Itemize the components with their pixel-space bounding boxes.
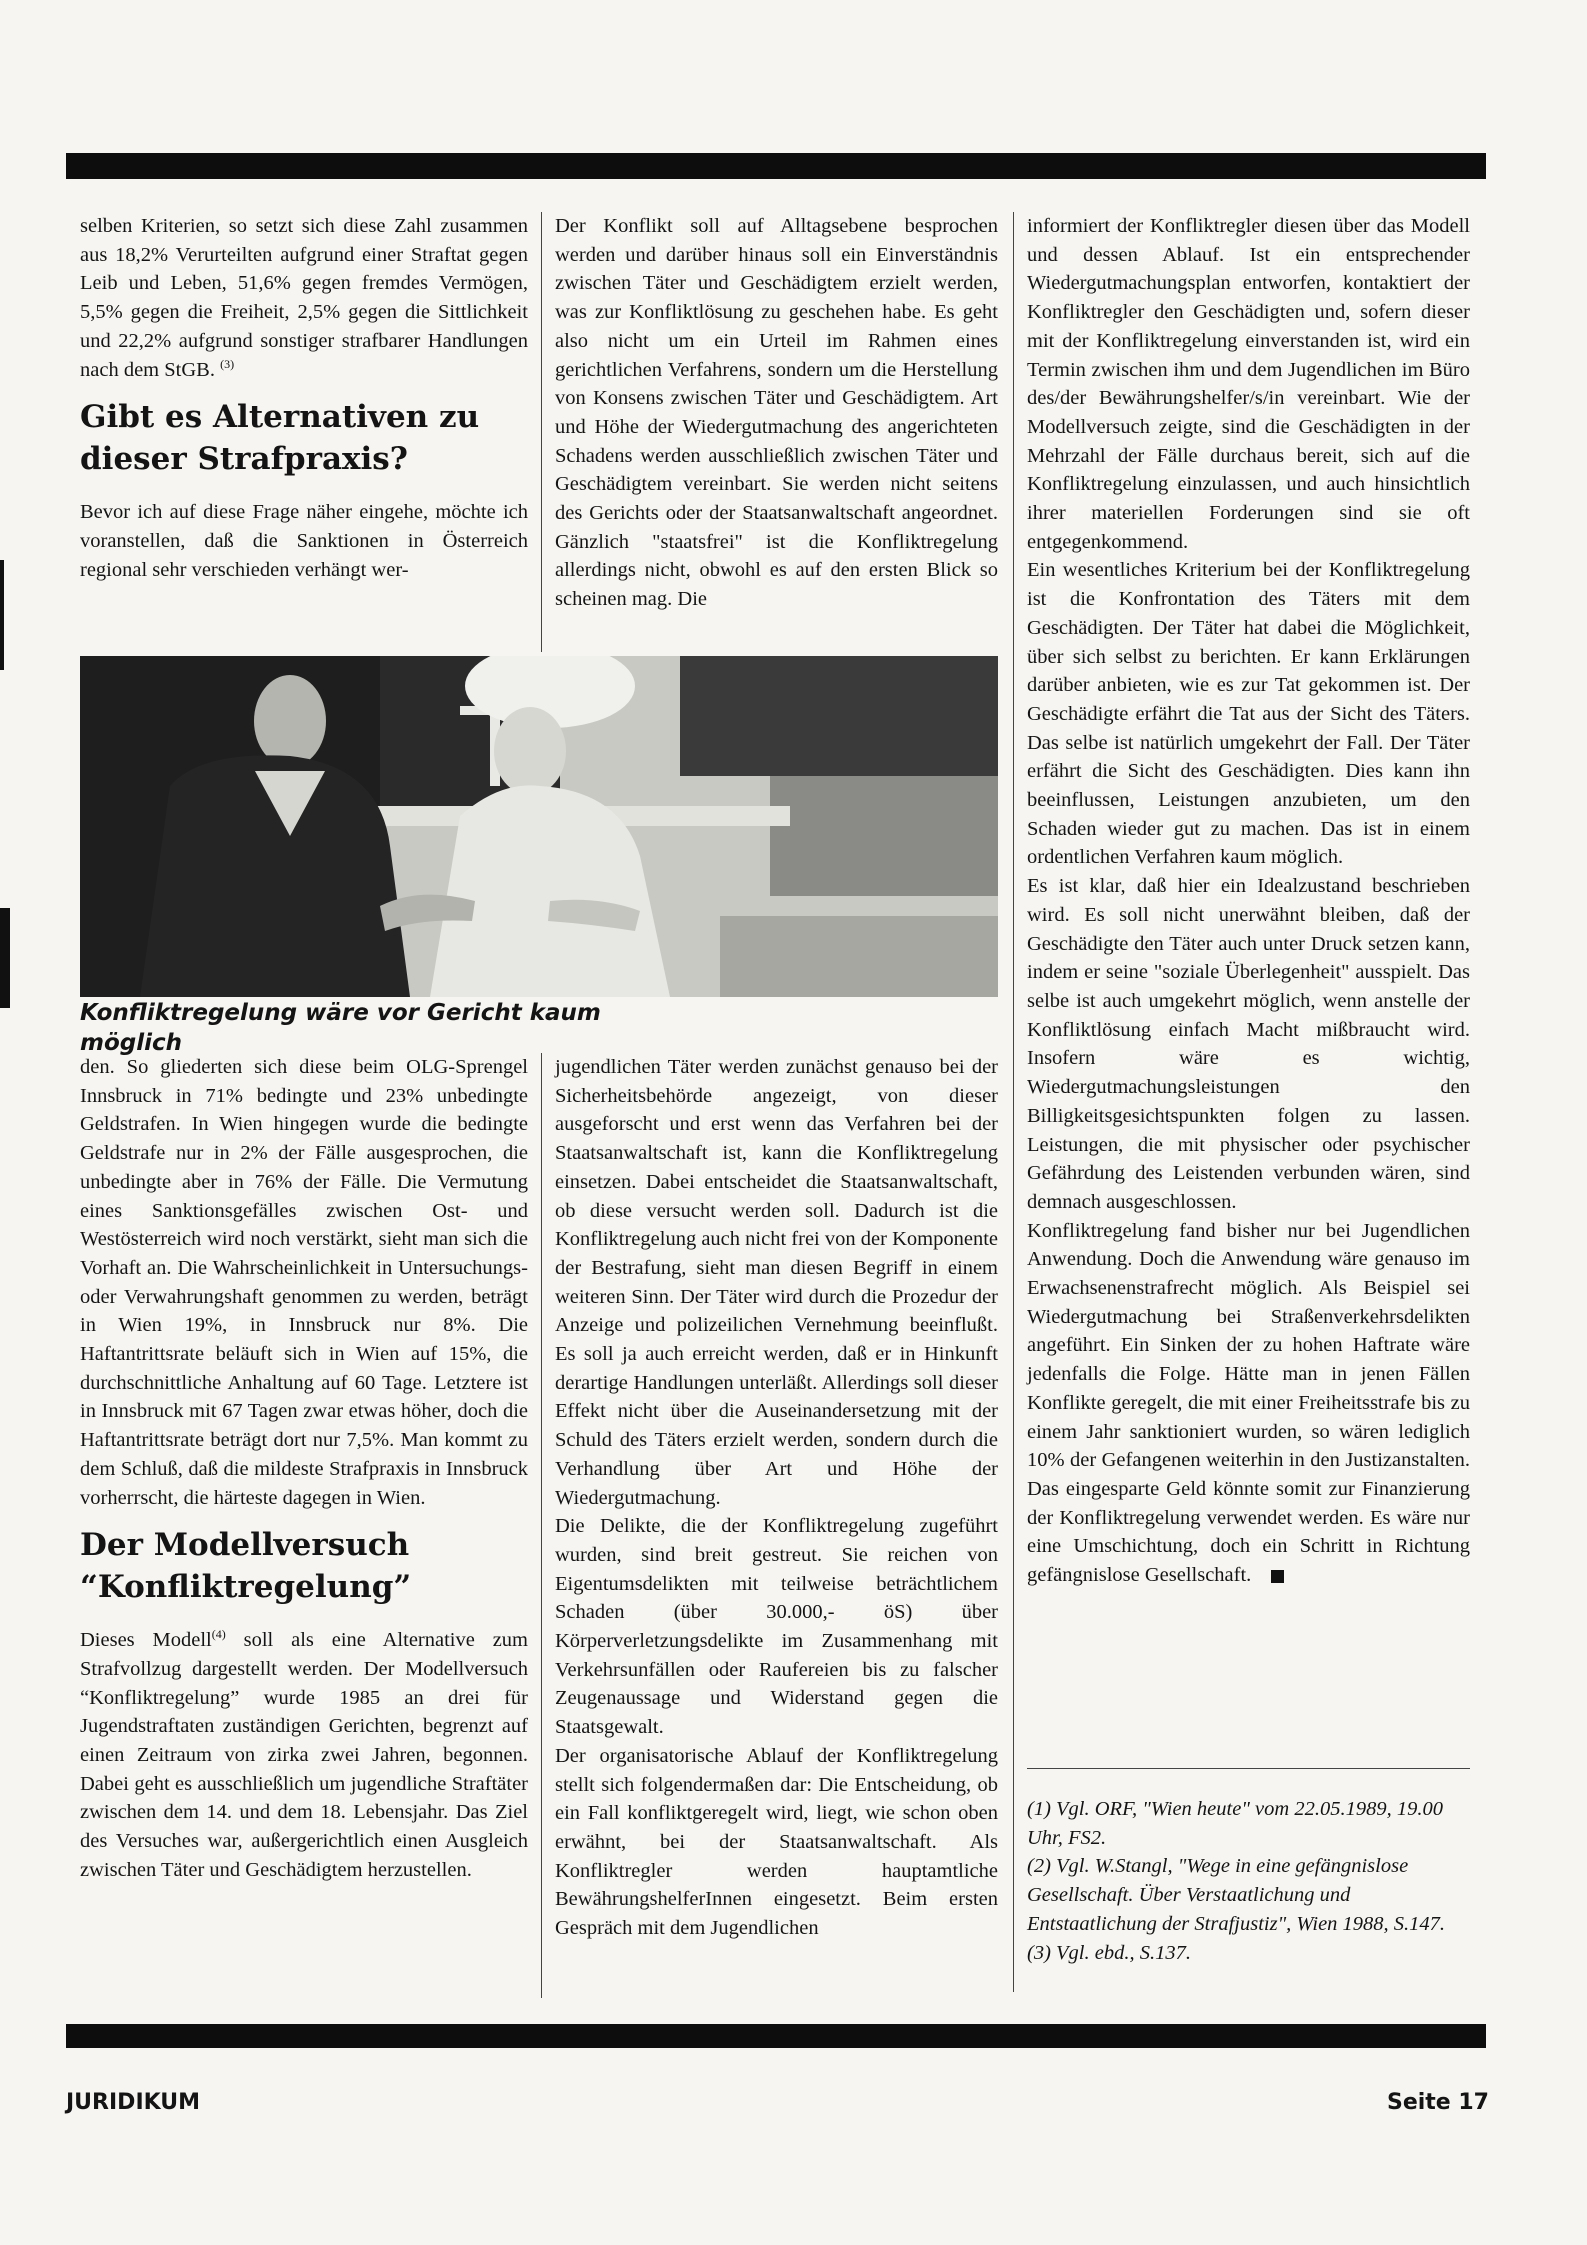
- column-divider: [541, 212, 542, 652]
- article-photo: [80, 656, 998, 997]
- column-divider: [541, 1053, 542, 1998]
- column-divider: [1013, 212, 1014, 1992]
- paragraph: Die Delikte, die der Konfliktregelung zugeführt wurden, sind breit gestreut. Sie reichen von Eigentumsdelikten mit teilweise beträchtlichem Schaden (über 30.000,- öS) über Körperverletzungsdelikte im Zusammenhang mit Verkehrsunfällen oder Raufereien bis zu falscher Zeugenaussage und Widerstand gegen die Staatsgewalt.: [555, 1515, 998, 1739]
- paragraph: [80, 212, 528, 384]
- paragraph: den. So gliederten sich diese beim OLG-Sprengel Innsbruck in 71% bedingte und 23% unbedingte Geldstrafen. In Wien hingegen wurde die bedingte Geldstrafe nur in 2% der Fälle ausgesprochen, die unbedingte aber in 76% der Fälle. Die Vermutung eines Sanktionsgefälles zwischen Ost- und Westösterreich wird noch verstärkt, sieht man sich die Vorhaft an. Die Wahrscheinlichkeit in Untersuchungs- oder Verwahrungshaft genommen zu werden, beträgt in Wien 19%, in Innsbruck nur 8%. Die Haftantrittsrate beläuft sich in Wien auf 15%, die durchschnittliche Anhaltung auf 60 Tage. Letztere ist in Innsbruck mit 67 Tagen zwar etwas höher, doch die Haftantrittsrate beträgt dort nur 7,5%. Man kommt zu dem Schluß, daß die mildeste Strafpraxis in Innsbruck vorherrscht, die härteste dagegen in Wien.: [80, 1056, 528, 1509]
- paragraph: informiert der Konfliktregler diesen über das Modell und dessen Ablauf. Ist ein entsprechender Wiedergutmachungsplan entworfen, kontaktiert der Konfliktregler den Geschädigten und, sofern dieser mit der Konfliktregelung einverstanden ist, wird ein Termin zwischen ihm und dem Jugendlichen im Büro des/der Bewährungshelfer/s/in vereinbart. Wie der Modellversuch zeigte, sind die Geschädigten in der Mehrzahl der Fälle durchaus bereit, sich auf die Konfliktregelung einzulassen, und auch hinsichtlich ihrer materiellen Forderungen sind sie oft entgegenkommend.: [1027, 215, 1470, 553]
- article-end-mark: [1271, 1570, 1284, 1583]
- footnotes-divider: [1027, 1768, 1470, 1769]
- paragraph: Der Konflikt soll auf Alltagsebene besprochen werden und darüber hinaus soll ein Einverständnis zwischen Täter und Geschädigtem erzielt werden, was zur Konfliktlösung zu geschehen habe. Es geht also nicht um ein Urteil im Rahmen eines gerichtlichen Verfahrens, sondern um die Herstellung von Konsens zwischen Täter und Geschädigtem. Art und Höhe der Wiedergutmachung des angerichteten Schadens werden ausschließlich zwischen Täter und Geschädigtem vereinbart. Sie werden nicht seitens des Gerichts oder der Staatsanwaltschaft angeordnet. Gänzlich "staatsfrei" ist die Konfliktregelung allerdings nicht, obwohl es auf den ersten Blick so scheinen mag. Die: [555, 215, 998, 611]
- footnote: (1) Vgl. ORF, "Wien heute" vom 22.05.1989, 19.00 Uhr, FS2.: [1027, 1798, 1443, 1849]
- footer-page-number: Seite 17: [1386, 2090, 1489, 2115]
- column-1-top: [80, 212, 528, 584]
- top-decorative-bar: [66, 153, 1486, 179]
- footnote: (3) Vgl. ebd., S.137.: [1027, 1941, 1191, 1964]
- footnote-ref: (4): [211, 1627, 226, 1642]
- paragraph-text: soll als eine Alternative zum Strafvollzug dargestellt werden. Der Modellversuch “Konfliktregelung” wurde 1985 an drei für Jugendstraftaten zuständigen Gerichten, begrenzt auf einen Zeitraum von zirka zwei Jahren, begonnen. Dabei geht es ausschließlich um jugendliche Straftäter zwischen dem 14. und dem 18. Lebensjahr. Das Ziel des Versuches war, außergerichtlich einen Ausgleich zwischen Täter und Geschädigtem herzustellen.: [80, 1629, 528, 1881]
- paragraph: Bevor ich auf diese Frage näher eingehe, möchte ich voranstellen, daß die Sanktionen in Österreich regional sehr verschieden verhängt wer-: [80, 501, 528, 581]
- footer-magazine-name: JURIDIKUM: [66, 2090, 201, 2115]
- bottom-decorative-bar: [66, 2024, 1486, 2048]
- paragraph-text: Konfliktregelung fand bisher nur bei Jugendlichen Anwendung. Doch die Anwendung wäre genauso im Erwachsenenstrafrecht möglich. Als Beispiel sei Wiedergutmachung bei Straßenverkehrsdelikten angeführt. Ein Sinken der zu hohen Haftrate wäre jedenfalls die Folge. Hätte man in jenen Fällen Konflikte geregelt, die mit einer Freiheitsstrafe bis zu einem Jahr sanktioniert wurden, so wären lediglich 10% der Gefangenen weiterhin in den Justizanstalten. Das eingesparte Geld könnte somit zur Finanzierung der Konfliktregelung verwendet werden. Es wäre nur eine Umschichtung, doch ein Schritt in Richtung gefängnislose Gesellschaft.: [1027, 1219, 1470, 1587]
- column-1-bottom: [80, 1053, 528, 1885]
- paragraph: Ein wesentliches Kriterium bei der Konfliktregelung ist die Konfrontation des Täters mit dem Geschädigten. Der Täter hat dabei die Möglichkeit, über sich selbst zu berichten. Er kann Erklärungen darüber anbieten, wie es zur Tat gekommen ist. Der Geschädigte erfährt die Tat aus der Sicht des Täters. Das selbe ist natürlich umgekehrt der Fall. Der Täter erfährt die Sicht des Geschädigten. Dies kann ihn beeinflussen, Leistungen anzubieten, um den Schaden wieder gut zu machen. Das ist in einem ordentlichen Verfahren kaum möglich.: [1027, 559, 1470, 869]
- footnote-ref: (3): [220, 356, 235, 371]
- paragraph-text: Dieses Modell: [80, 1629, 212, 1652]
- column-3: [1027, 212, 1470, 1590]
- paragraph: Der organisatorische Ablauf der Konfliktregelung stellt sich folgendermaßen dar: Die Entscheidung, ob ein Fall konfliktgeregelt wird, liegt, wie schon oben erwähnt, bei der Staatsanwaltschaft. Als Konfliktregler werden hauptamtliche BewährungshelferInnen eingesetzt. Beim ersten Gespräch mit dem Jugendlichen: [555, 1744, 998, 1940]
- paragraph-text: selben Kriterien, so setzt sich diese Zahl zusammen aus 18,2% Verurteilten aufgrund einer Straftat gegen Leib und Leben, 51,6% gegen fremdes Vermögen, 5,5% gegen die Freiheit, 2,5% gegen die Sittlichkeit und 22,2% aufgrund sonstiger strafbarer Handlungen nach dem StGB.: [80, 215, 528, 381]
- column-2-top: [555, 212, 998, 614]
- scan-edge-mark: [0, 560, 4, 670]
- section-heading: Gibt es Alternativen zu dieser Strafpraxis?: [80, 399, 480, 478]
- paragraph: jugendlichen Täter werden zunächst genauso bei der Sicherheitsbehörde angezeigt, von dieser ausgeforscht und erst wenn das Verfahren bei der Staatsanwaltschaft ist, kann die Konfliktregelung einsetzen. Dabei entscheidet die Staatsanwaltschaft, ob diese versucht werden soll. Dadurch ist die Konfliktregelung auch nicht frei von der Komponente der Bestrafung, sieht man diesen Begriff in einem weiteren Sinn. Der Täter wird durch die Prozedur der Anzeige und polizeilichen Vernehmung beeinflußt. Es soll ja auch erreicht werden, daß er in Hinkunft derartige Handlungen unterläßt. Allerdings soll dieser Effekt nicht über die Auseinandersetzung mit der Schuld des Täters erzielt werden, sondern durch die Verhandlung über Art und Höhe der Wiedergutmachung.: [555, 1056, 998, 1509]
- photo-illustration: [80, 656, 998, 997]
- footnote: (2) Vgl. W.Stangl, "Wege in eine gefängnislose Gesellschaft. Über Verstaatlichung und Entstaatlichung der Strafjustiz", Wien 1988, S.147.: [1027, 1855, 1446, 1935]
- footnotes: [1027, 1795, 1477, 1967]
- column-2-bottom: [555, 1053, 998, 1943]
- paragraph: [80, 1626, 528, 1884]
- paragraph: [1027, 1217, 1470, 1590]
- section-heading: Der Modellversuch “Konfliktregelung”: [80, 1527, 412, 1606]
- photo-caption: Konfliktregelung wäre vor Gericht kaum möglich: [80, 1000, 601, 1056]
- paragraph: Es ist klar, daß hier ein Idealzustand beschrieben wird. Es soll nicht unerwähnt bleiben, daß der Geschädigte den Täter auch unter Druck setzen kann, indem er seine "soziale Überlegenheit" ausspielt. Das selbe ist auch umgekehrt möglich, wenn anstelle der Konfliktlösung einfach Macht mißbraucht wird. Insofern wäre es wichtig, Wiedergutmachungsleistungen den Billigkeitsgesichtspunkten folgen zu lassen. Leistungen, die mit physischer oder psychischer Gefährdung des Leistenden verbunden wären, sind demnach ausgeschlossen.: [1027, 875, 1470, 1213]
- scan-edge-mark: [0, 908, 10, 1008]
